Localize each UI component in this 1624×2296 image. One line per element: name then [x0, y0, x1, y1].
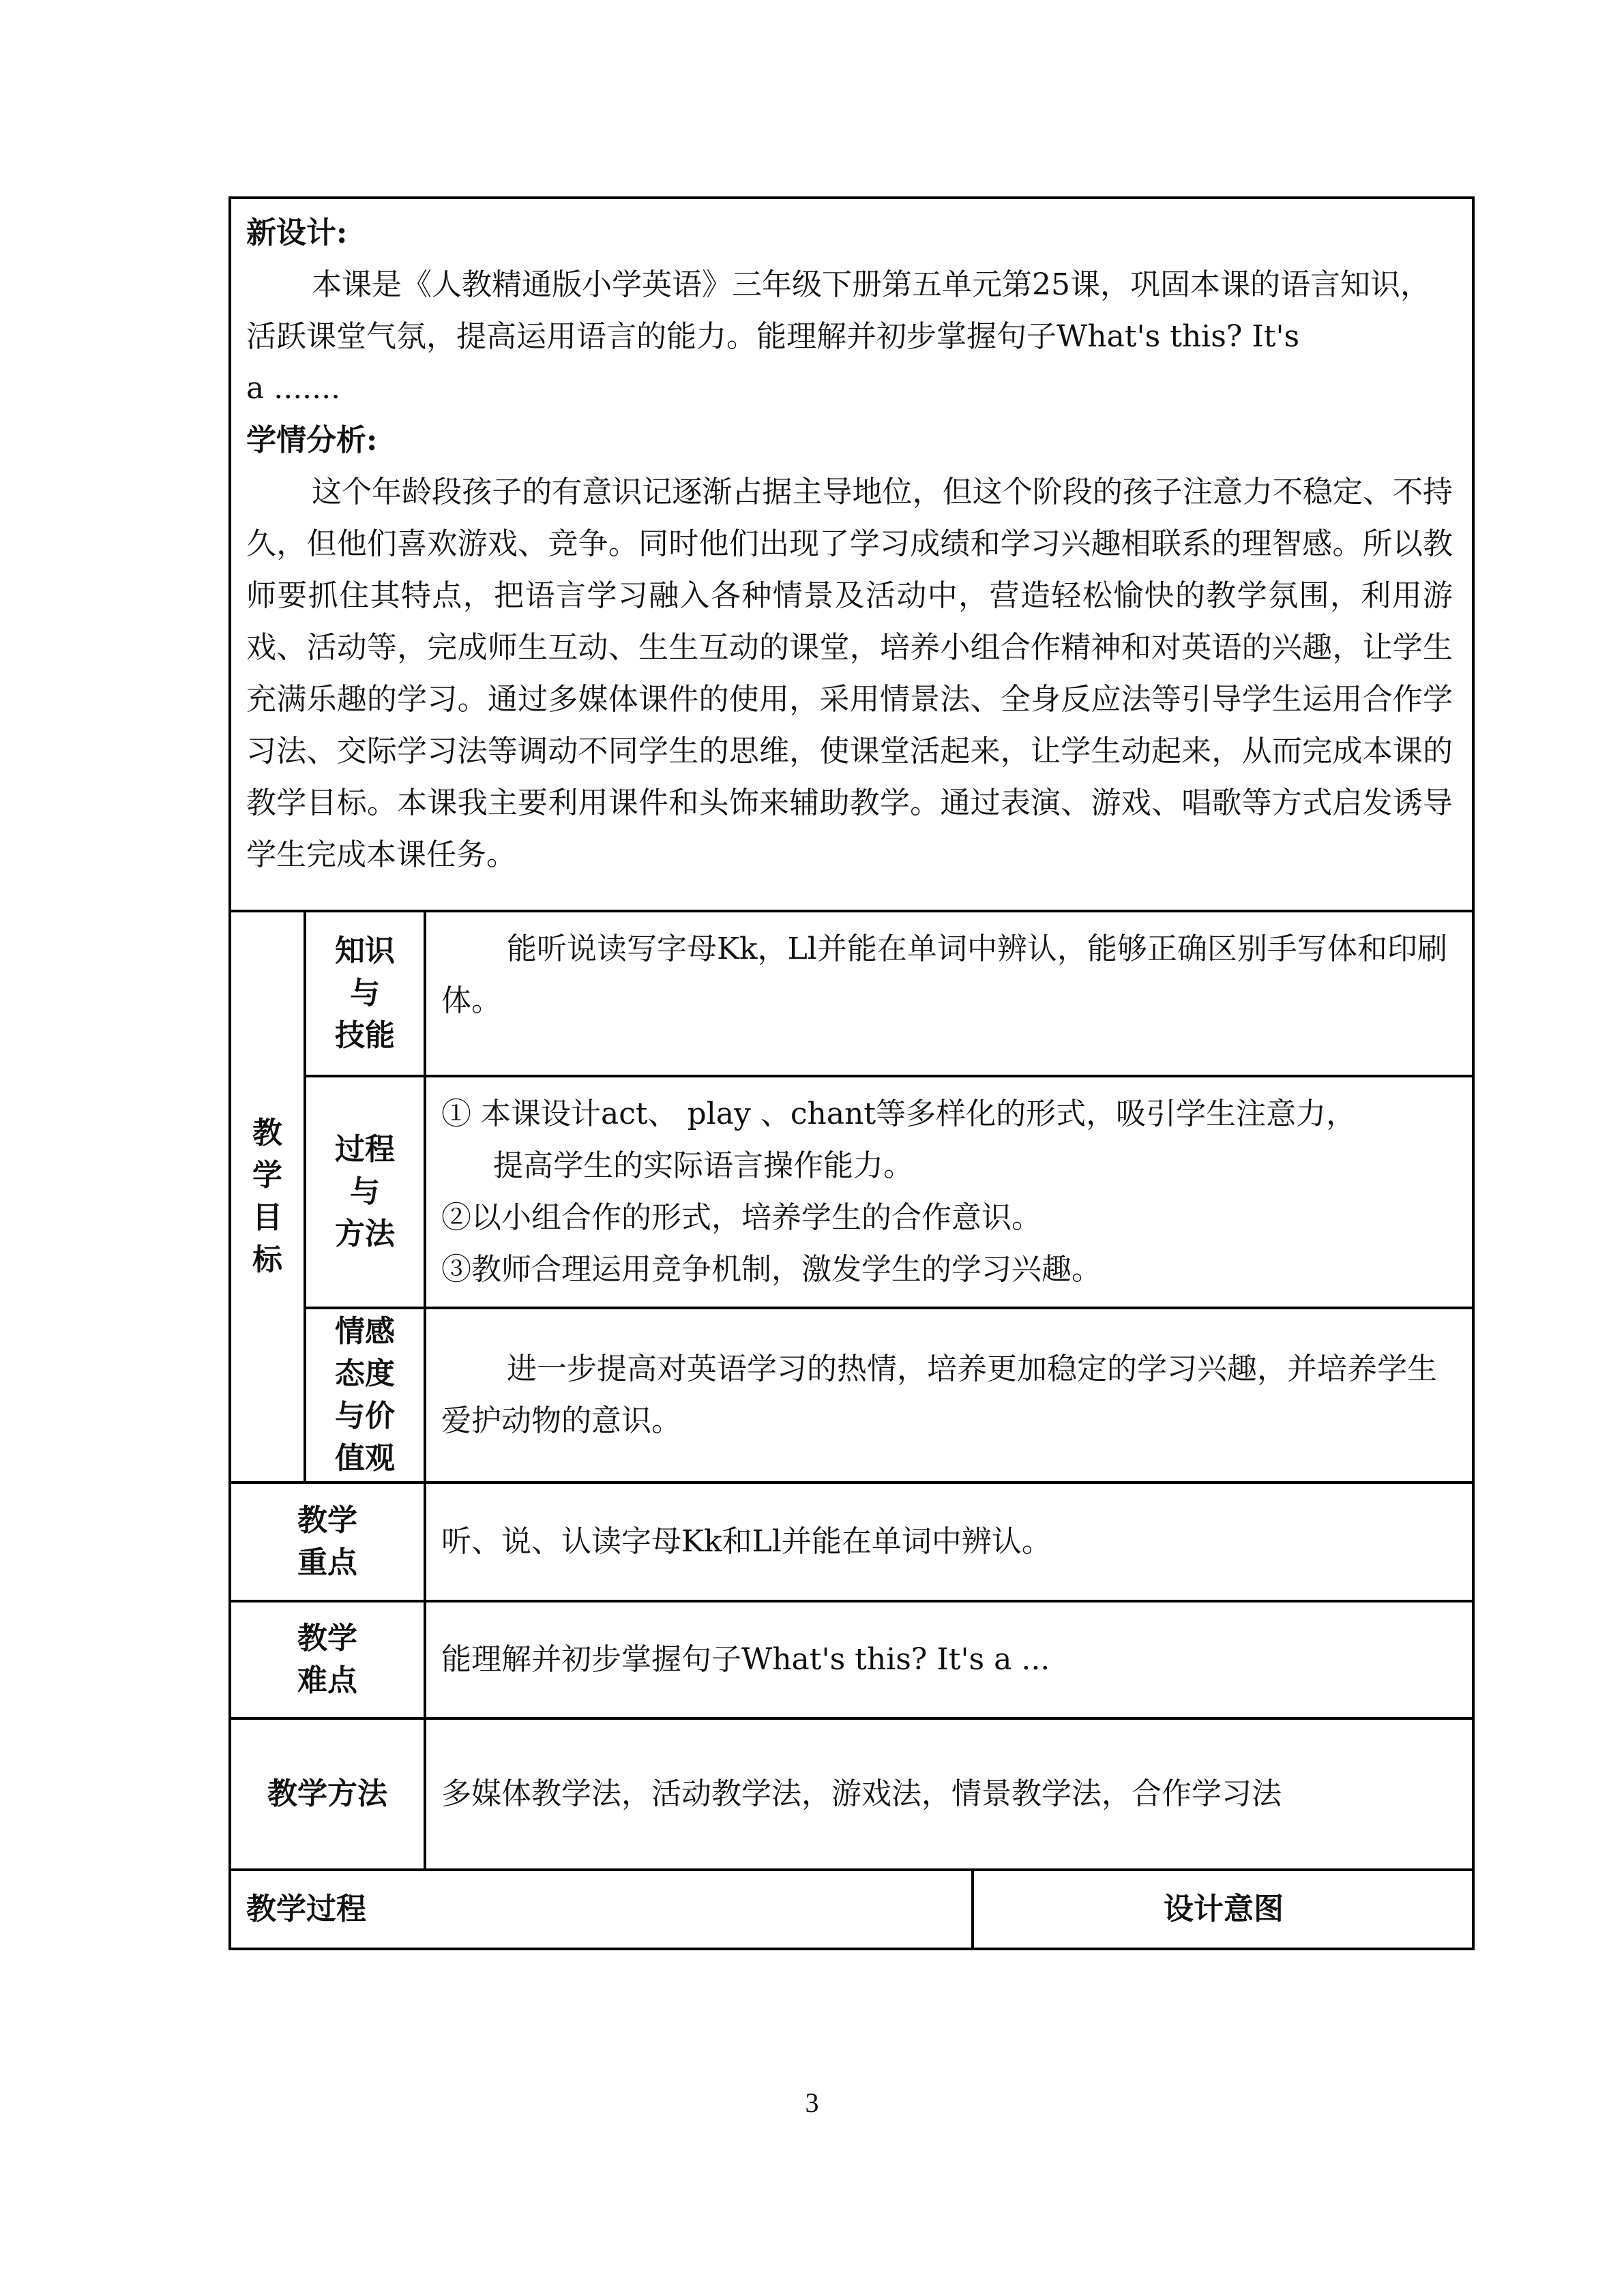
new-design-line-1: 本课是《人教精通版小学英语》三年级下册第五单元第25课，巩固本课的语言知识， — [312, 267, 1430, 302]
methods-row — [230, 1718, 1473, 1870]
key-points-content — [425, 1482, 1473, 1601]
process-item-1-cont: 提高学生的实际语言操作能力。 — [493, 1148, 913, 1183]
process-item-2: ②以小组合作的形式，培养学生的合作意识。 — [441, 1200, 1042, 1235]
objectives-label-char: 学 — [252, 1158, 282, 1193]
objectives-label-char: 标 — [252, 1242, 282, 1277]
process-label — [305, 1076, 425, 1308]
lesson-plan-table — [228, 196, 1475, 1950]
key-points-label-line: 教学 — [297, 1503, 357, 1538]
methods-label: 教学方法 — [230, 1718, 425, 1870]
emotion-content — [425, 1308, 1473, 1482]
knowledge-label-line: 技能 — [335, 1018, 395, 1053]
intro-row — [230, 198, 1473, 911]
emotion-label-line: 态度 — [335, 1356, 395, 1391]
process-label-line: 与 — [350, 1174, 380, 1209]
difficulties-text: 能理解并初步掌握句子What's this? It's a ... — [441, 1642, 1050, 1677]
difficulties-content — [425, 1601, 1473, 1718]
difficulties-row — [230, 1601, 1473, 1718]
emotion-label-line: 值观 — [335, 1441, 395, 1476]
difficulties-label-line: 难点 — [297, 1663, 357, 1698]
key-points-label — [230, 1482, 425, 1601]
process-item-1: ① 本课设计act、 play 、chant等多样化的形式，吸引学生注意力， — [441, 1097, 1357, 1131]
learner-analysis-body: 这个年龄段孩子的有意识记逐渐占据主导地位，但这个阶段的孩子注意力不稳定、不持久，但他们喜欢游戏、竞争。同时他们出现了学习成绩和学习兴趣相联系的理智感。所以教师要抓住其特点，把语言学习融入各种情景及活动中，营造轻松愉快的教学氛围，利用游戏、活动等，完成师生互动、生生互动的课堂，培养小组合作精神和对英语的兴趣，让学生充满乐趣的学习。通过多媒体课件的使用，采用情景法、全身反应法等引导学生运用合作学习法、交际学习法等调动不同学生的思维，使课堂活起来，让学生动起来，从而完成本课的教学目标。本课我主要利用课件和头饰来辅助教学。通过表演、游戏、唱歌等方式启发诱导学生完成本课任务。 — [246, 475, 1453, 872]
objectives-label-char: 目 — [252, 1200, 282, 1235]
difficulties-label — [230, 1601, 425, 1718]
objective-knowledge-row — [230, 911, 1473, 1076]
process-label-line: 过程 — [335, 1132, 395, 1167]
learner-analysis-heading: 学情分析: — [246, 423, 378, 458]
intro-cell — [230, 198, 1473, 911]
methods-text: 多媒体教学法，活动教学法，游戏法，情景教学法，合作学习法 — [441, 1776, 1282, 1811]
emotion-label-line: 情感 — [335, 1314, 395, 1349]
process-header-row — [230, 1870, 1473, 1949]
emotion-text: 进一步提高对英语学习的热情，培养更加稳定的学习兴趣，并培养学生爱护动物的意识。 — [441, 1352, 1437, 1438]
objective-emotion-row — [230, 1308, 1473, 1482]
page-number: 3 — [805, 2087, 819, 2118]
objectives-label — [230, 911, 305, 1482]
new-design-line-2: 活跃课堂气氛，提高运用语言的能力。能理解并初步掌握句子What's this? It's — [246, 319, 1300, 354]
new-design-line-3: a ....... — [246, 371, 341, 406]
key-points-row — [230, 1482, 1473, 1601]
process-item-3: ③教师合理运用竞争机制，激发学生的学习兴趣。 — [441, 1252, 1102, 1287]
teaching-process-header: 教学过程 — [230, 1870, 973, 1949]
knowledge-label — [305, 911, 425, 1076]
process-label-line: 方法 — [335, 1217, 395, 1251]
knowledge-content — [425, 911, 1473, 1076]
knowledge-label-line: 知识 — [335, 934, 395, 968]
objectives-label-char: 教 — [252, 1116, 282, 1150]
knowledge-label-line: 与 — [350, 976, 380, 1011]
new-design-heading: 新设计: — [246, 215, 348, 250]
objective-process-row — [230, 1076, 1473, 1308]
knowledge-text: 能听说读写字母Kk，Ll并能在单词中辨认，能够正确区别手写体和印刷体。 — [441, 931, 1447, 1018]
emotion-label — [305, 1308, 425, 1482]
key-points-text: 听、说、认读字母Kk和Ll并能在单词中辨认。 — [441, 1524, 1052, 1559]
methods-content — [425, 1718, 1473, 1870]
design-intent-header: 设计意图 — [973, 1870, 1473, 1949]
emotion-label-line: 与价 — [335, 1399, 395, 1433]
difficulties-label-line: 教学 — [297, 1621, 357, 1656]
process-content — [425, 1076, 1473, 1308]
key-points-label-line: 重点 — [297, 1545, 357, 1580]
